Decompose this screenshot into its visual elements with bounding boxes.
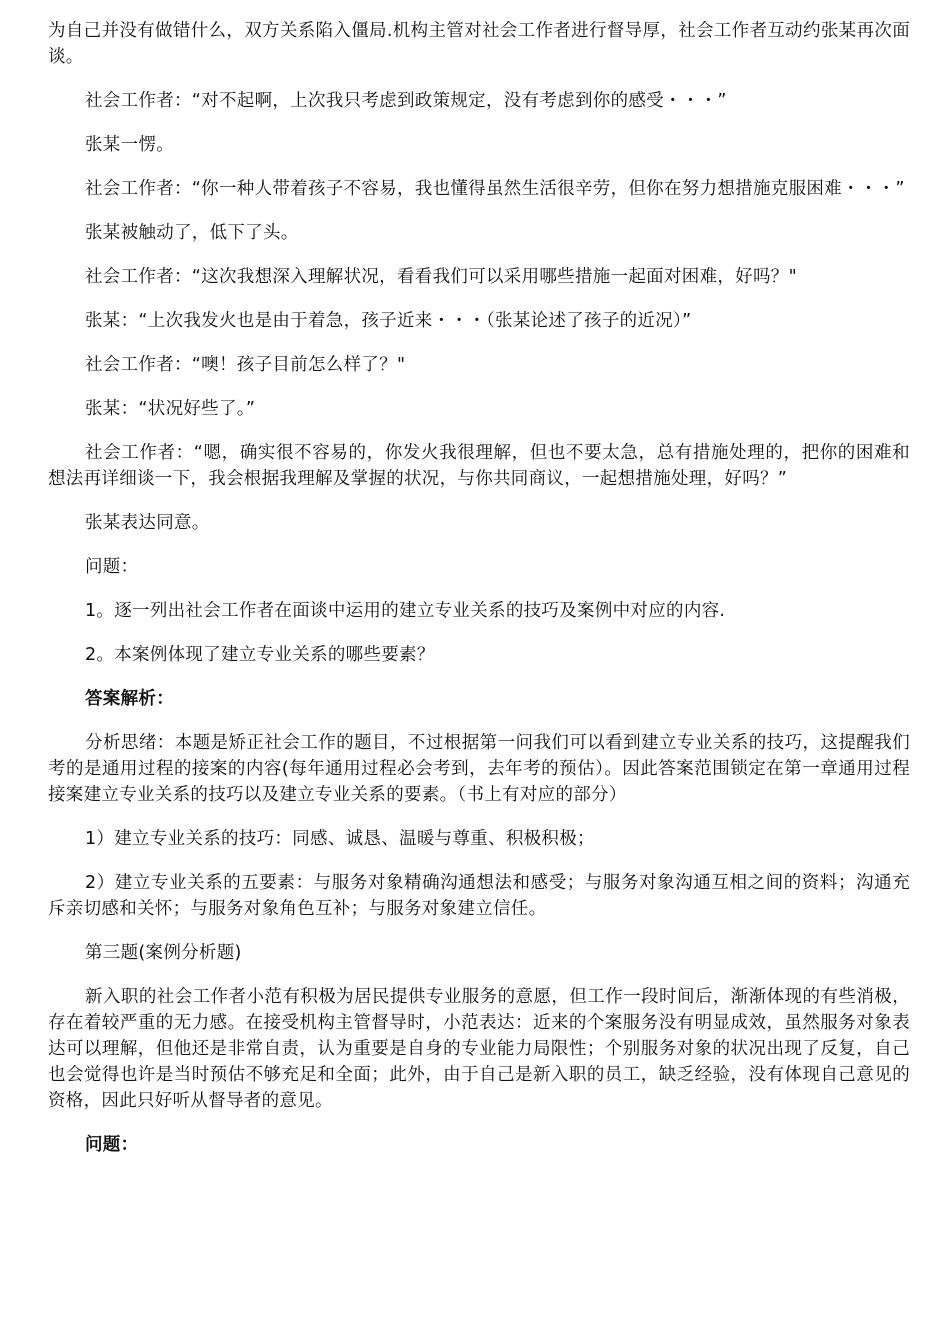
dialogue-line: 社会工作者：“嗯，确实很不容易的，你发火我很理解，但也不要太急，总有措施处理的，把你的困难和想法再详细谈一下，我会根据我理解及掌握的状况，与你共同商议，一起想措施处理，好吗？”	[48, 443, 910, 489]
answer-item: 2）建立专业关系的五要素：与服务对象精确沟通想法和感受；与服务对象沟通互相之间的资料；沟通充斥亲切感和关怀；与服务对象角色互补；与服务对象建立信任。	[48, 873, 910, 919]
answer-heading: 答案解析：	[85, 689, 174, 709]
dialogue-line: 社会工作者：“你一种人带着孩子不容易，我也懂得虽然生活很辛劳，但你在努力想措施克服困难・・・”	[85, 179, 905, 199]
question-item: 2。本案例体现了建立专业关系的哪些要素？	[85, 645, 435, 665]
dialogue-line: 张某：“上次我发火也是由于着急，孩子近来・・・（张某论述了孩子的近况）”	[85, 311, 692, 331]
analysis-paragraph: 分析思绪：本题是矫正社会工作的题目，不过根据第一问我们可以看到建立专业关系的技巧，这提醒我们考的是通用过程的接案的内容(每年通用过程必会考到，去年考的预估）。因此答案范围锁定在第一章通用过程接案建立专业关系的技巧以及建立专业关系的要素。（书上有对应的部分）	[48, 733, 910, 805]
dialogue-line: 社会工作者：“噢！孩子目前怎么样了？"	[85, 355, 406, 375]
narration-line: 张某表达同意。	[85, 513, 210, 533]
narration-line: 张某被触动了，低下了头。	[85, 223, 299, 243]
dialogue-line: 张某：“状况好些了。”	[85, 399, 256, 419]
narration-line: 张某一愣。	[85, 135, 174, 155]
answer-item: 1）建立专业关系的技巧：同感、诚恳、温暖与尊重、积极积极；	[85, 829, 595, 849]
dialogue-line: 社会工作者：“对不起啊，上次我只考虑到政策规定，没有考虑到你的感受・・・”	[85, 91, 727, 111]
paragraph-continuation: 为自己并没有做错什么，双方关系陷入僵局.机构主管对社会工作者进行督导厚，社会工作者互动约张某再次面谈。	[48, 21, 910, 67]
questions-heading: 问题：	[85, 1135, 139, 1155]
case-paragraph: 新入职的社会工作者小范有积极为居民提供专业服务的意愿，但工作一段时间后，渐渐体现的有些消极，存在着较严重的无力感。在接受机构主管督导时，小范表达：近来的个案服务没有明显成效，虽然服务对象表达可以理解，但他还是非常自责，认为重要是自身的专业能力局限性；个别服务对象的状况出现了反复，自己也会觉得也许是当时预估不够充足和全面；此外，由于自己是新入职的员工，缺乏经验，没有体现自己意见的资格，因此只好听从督导者的意见。	[48, 987, 910, 1111]
dialogue-line: 社会工作者：“这次我想深入理解状况，看看我们可以采用哪些措施一起面对困难，好吗？"	[85, 267, 797, 287]
questions-heading: 问题：	[85, 557, 139, 577]
question-item: 1。逐一列出社会工作者在面谈中运用的建立专业关系的技巧及案例中对应的内容.	[85, 601, 726, 621]
section-title: 第三题(案例分析题)	[85, 943, 242, 963]
